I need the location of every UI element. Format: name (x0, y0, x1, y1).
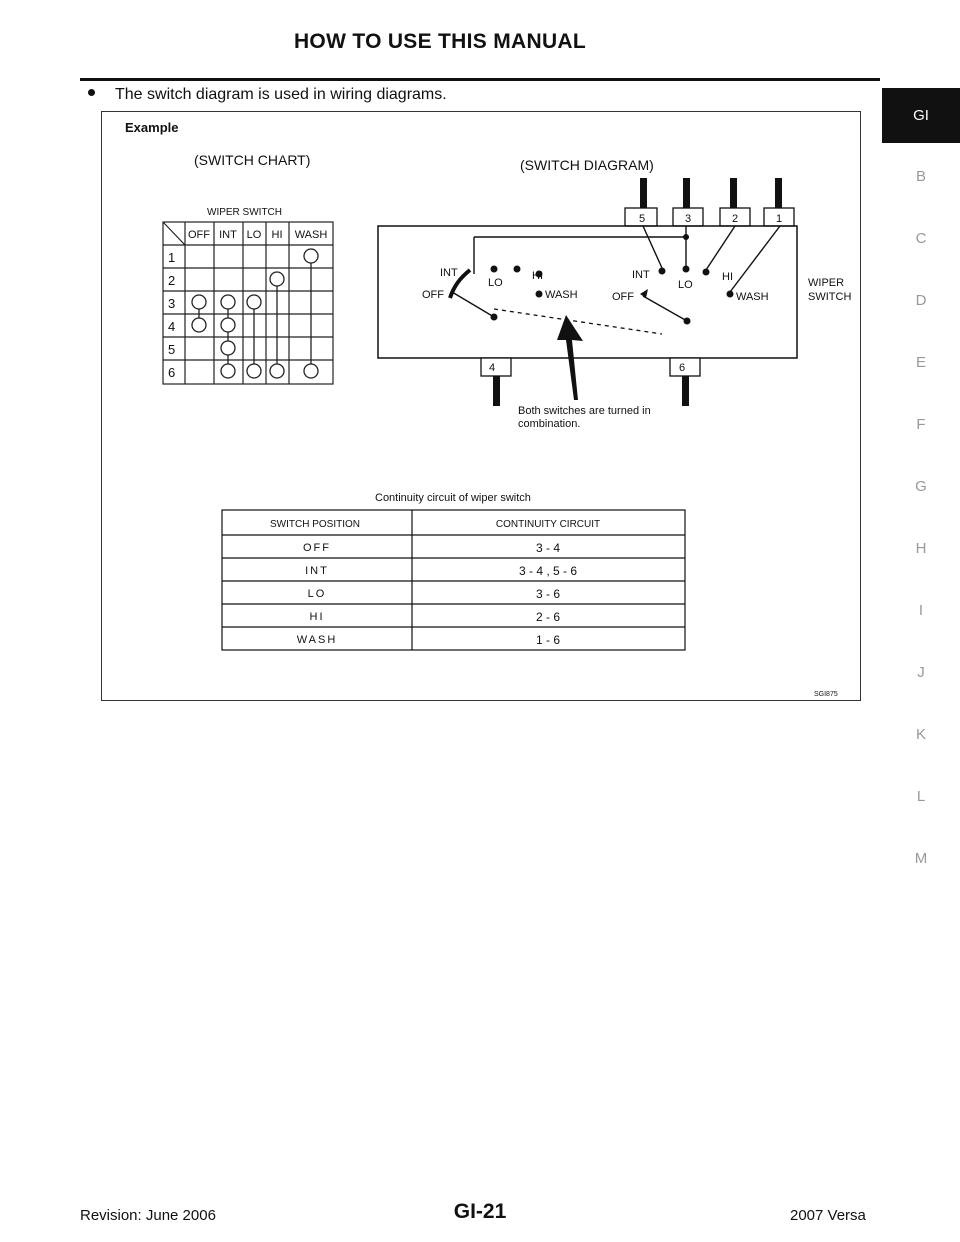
example-figure (101, 111, 861, 701)
switch-internal-wiring (474, 226, 780, 292)
right-lever-arrow-icon (640, 289, 648, 298)
table-row-wash-position: WASH (296, 634, 338, 646)
table-header-position: SWITCH POSITION (270, 519, 360, 530)
diagram-note-line-1: Both switches are turned in (518, 405, 651, 417)
side-index-i[interactable]: I (918, 602, 924, 619)
switch-chart-subtitle: WIPER SWITCH (207, 207, 282, 218)
table-row-int-circuit: 3 - 4 , 5 - 6 (518, 564, 578, 578)
chart-row-4: 4 (168, 319, 176, 334)
side-label-switch: SWITCH (808, 291, 852, 303)
table-row-lo-circuit: 3 - 6 (535, 587, 561, 601)
diagram-note-line-2: combination. (518, 418, 581, 430)
side-index-b[interactable]: B (915, 168, 926, 185)
left-label-int: INT (440, 267, 458, 279)
continuity-table-grid (222, 510, 685, 650)
chart-row-3: 3 (168, 296, 176, 311)
switch-diagram-title: (SWITCH DIAGRAM) (520, 157, 654, 173)
switch-chart-title: (SWITCH CHART) (194, 152, 311, 168)
switch-contact-dots (491, 234, 734, 325)
top-connectors (625, 208, 794, 226)
chart-col-hi: HI (271, 229, 283, 241)
chart-col-off: OFF (188, 229, 210, 241)
table-row-off-position: OFF (303, 542, 331, 554)
side-index-d[interactable]: D (915, 292, 927, 309)
side-index-h[interactable]: H (915, 540, 927, 557)
right-label-off: OFF (612, 291, 634, 303)
terminal-6: 6 (678, 362, 686, 374)
terminal-2: 2 (731, 213, 739, 225)
combination-dashed-link (494, 309, 662, 334)
footer-page-number: GI-21 (453, 1200, 507, 1223)
continuity-caption: Continuity circuit of wiper switch (375, 492, 531, 504)
side-label-wiper: WIPER (808, 277, 845, 289)
right-label-wash: WASH (736, 291, 769, 303)
right-label-hi: HI (722, 271, 733, 283)
side-index-e[interactable]: E (915, 354, 926, 371)
right-switch-lever (643, 296, 687, 321)
intro-text: The switch diagram is used in wiring diagrams. (115, 86, 447, 103)
table-row-off-circuit: 3 - 4 (535, 541, 561, 555)
top-wire-stubs (640, 178, 782, 212)
example-label: Example (125, 120, 179, 135)
terminal-1: 1 (775, 213, 783, 225)
right-label-lo: LO (678, 279, 693, 291)
intro-bullet (88, 86, 447, 104)
chart-row-2: 2 (168, 273, 176, 288)
table-header-circuit: CONTINUITY CIRCUIT (495, 519, 601, 530)
table-row-hi-circuit: 2 - 6 (535, 610, 561, 624)
terminal-4: 4 (488, 362, 496, 374)
footer-model: 2007 Versa (790, 1207, 866, 1224)
left-label-wash: WASH (545, 289, 578, 301)
wiper-switch-figure (102, 112, 860, 700)
figure-code: SGI875 (814, 691, 838, 698)
bullet-dot-icon (88, 89, 95, 96)
table-row-hi-position: HI (309, 611, 325, 623)
chart-col-int: INT (219, 229, 237, 241)
terminal-5: 5 (638, 213, 646, 225)
left-switch-lever (452, 292, 494, 317)
chart-row-5: 5 (168, 342, 176, 357)
page-header-title: HOW TO USE THIS MANUAL (293, 30, 587, 53)
side-index-g[interactable]: G (915, 478, 927, 495)
left-label-off: OFF (422, 289, 444, 301)
side-index-f[interactable]: F (916, 416, 926, 433)
chart-row-6: 6 (168, 365, 176, 380)
chart-col-lo: LO (246, 229, 262, 241)
table-row-wash-circuit: 1 - 6 (535, 633, 561, 647)
bottom-wire-stubs (493, 376, 689, 406)
table-row-int-position: INT (305, 565, 329, 577)
terminal-3: 3 (684, 213, 692, 225)
chart-col-wash: WASH (294, 229, 328, 241)
side-index-j[interactable]: J (917, 664, 925, 681)
footer-revision: Revision: June 2006 (80, 1207, 216, 1224)
bottom-connectors (481, 358, 700, 376)
chart-row-1: 1 (168, 250, 176, 265)
section-tab-gi[interactable]: GI (882, 88, 960, 143)
left-label-lo: LO (488, 277, 503, 289)
left-label-hi: HI (532, 270, 543, 282)
table-row-lo-position: LO (307, 588, 327, 600)
side-index-k[interactable]: K (915, 726, 926, 743)
side-index-l[interactable]: L (916, 788, 926, 805)
right-label-int: INT (632, 269, 650, 281)
side-index-m[interactable]: M (914, 850, 928, 867)
header-rule (80, 78, 880, 81)
side-index-c[interactable]: C (915, 230, 927, 247)
